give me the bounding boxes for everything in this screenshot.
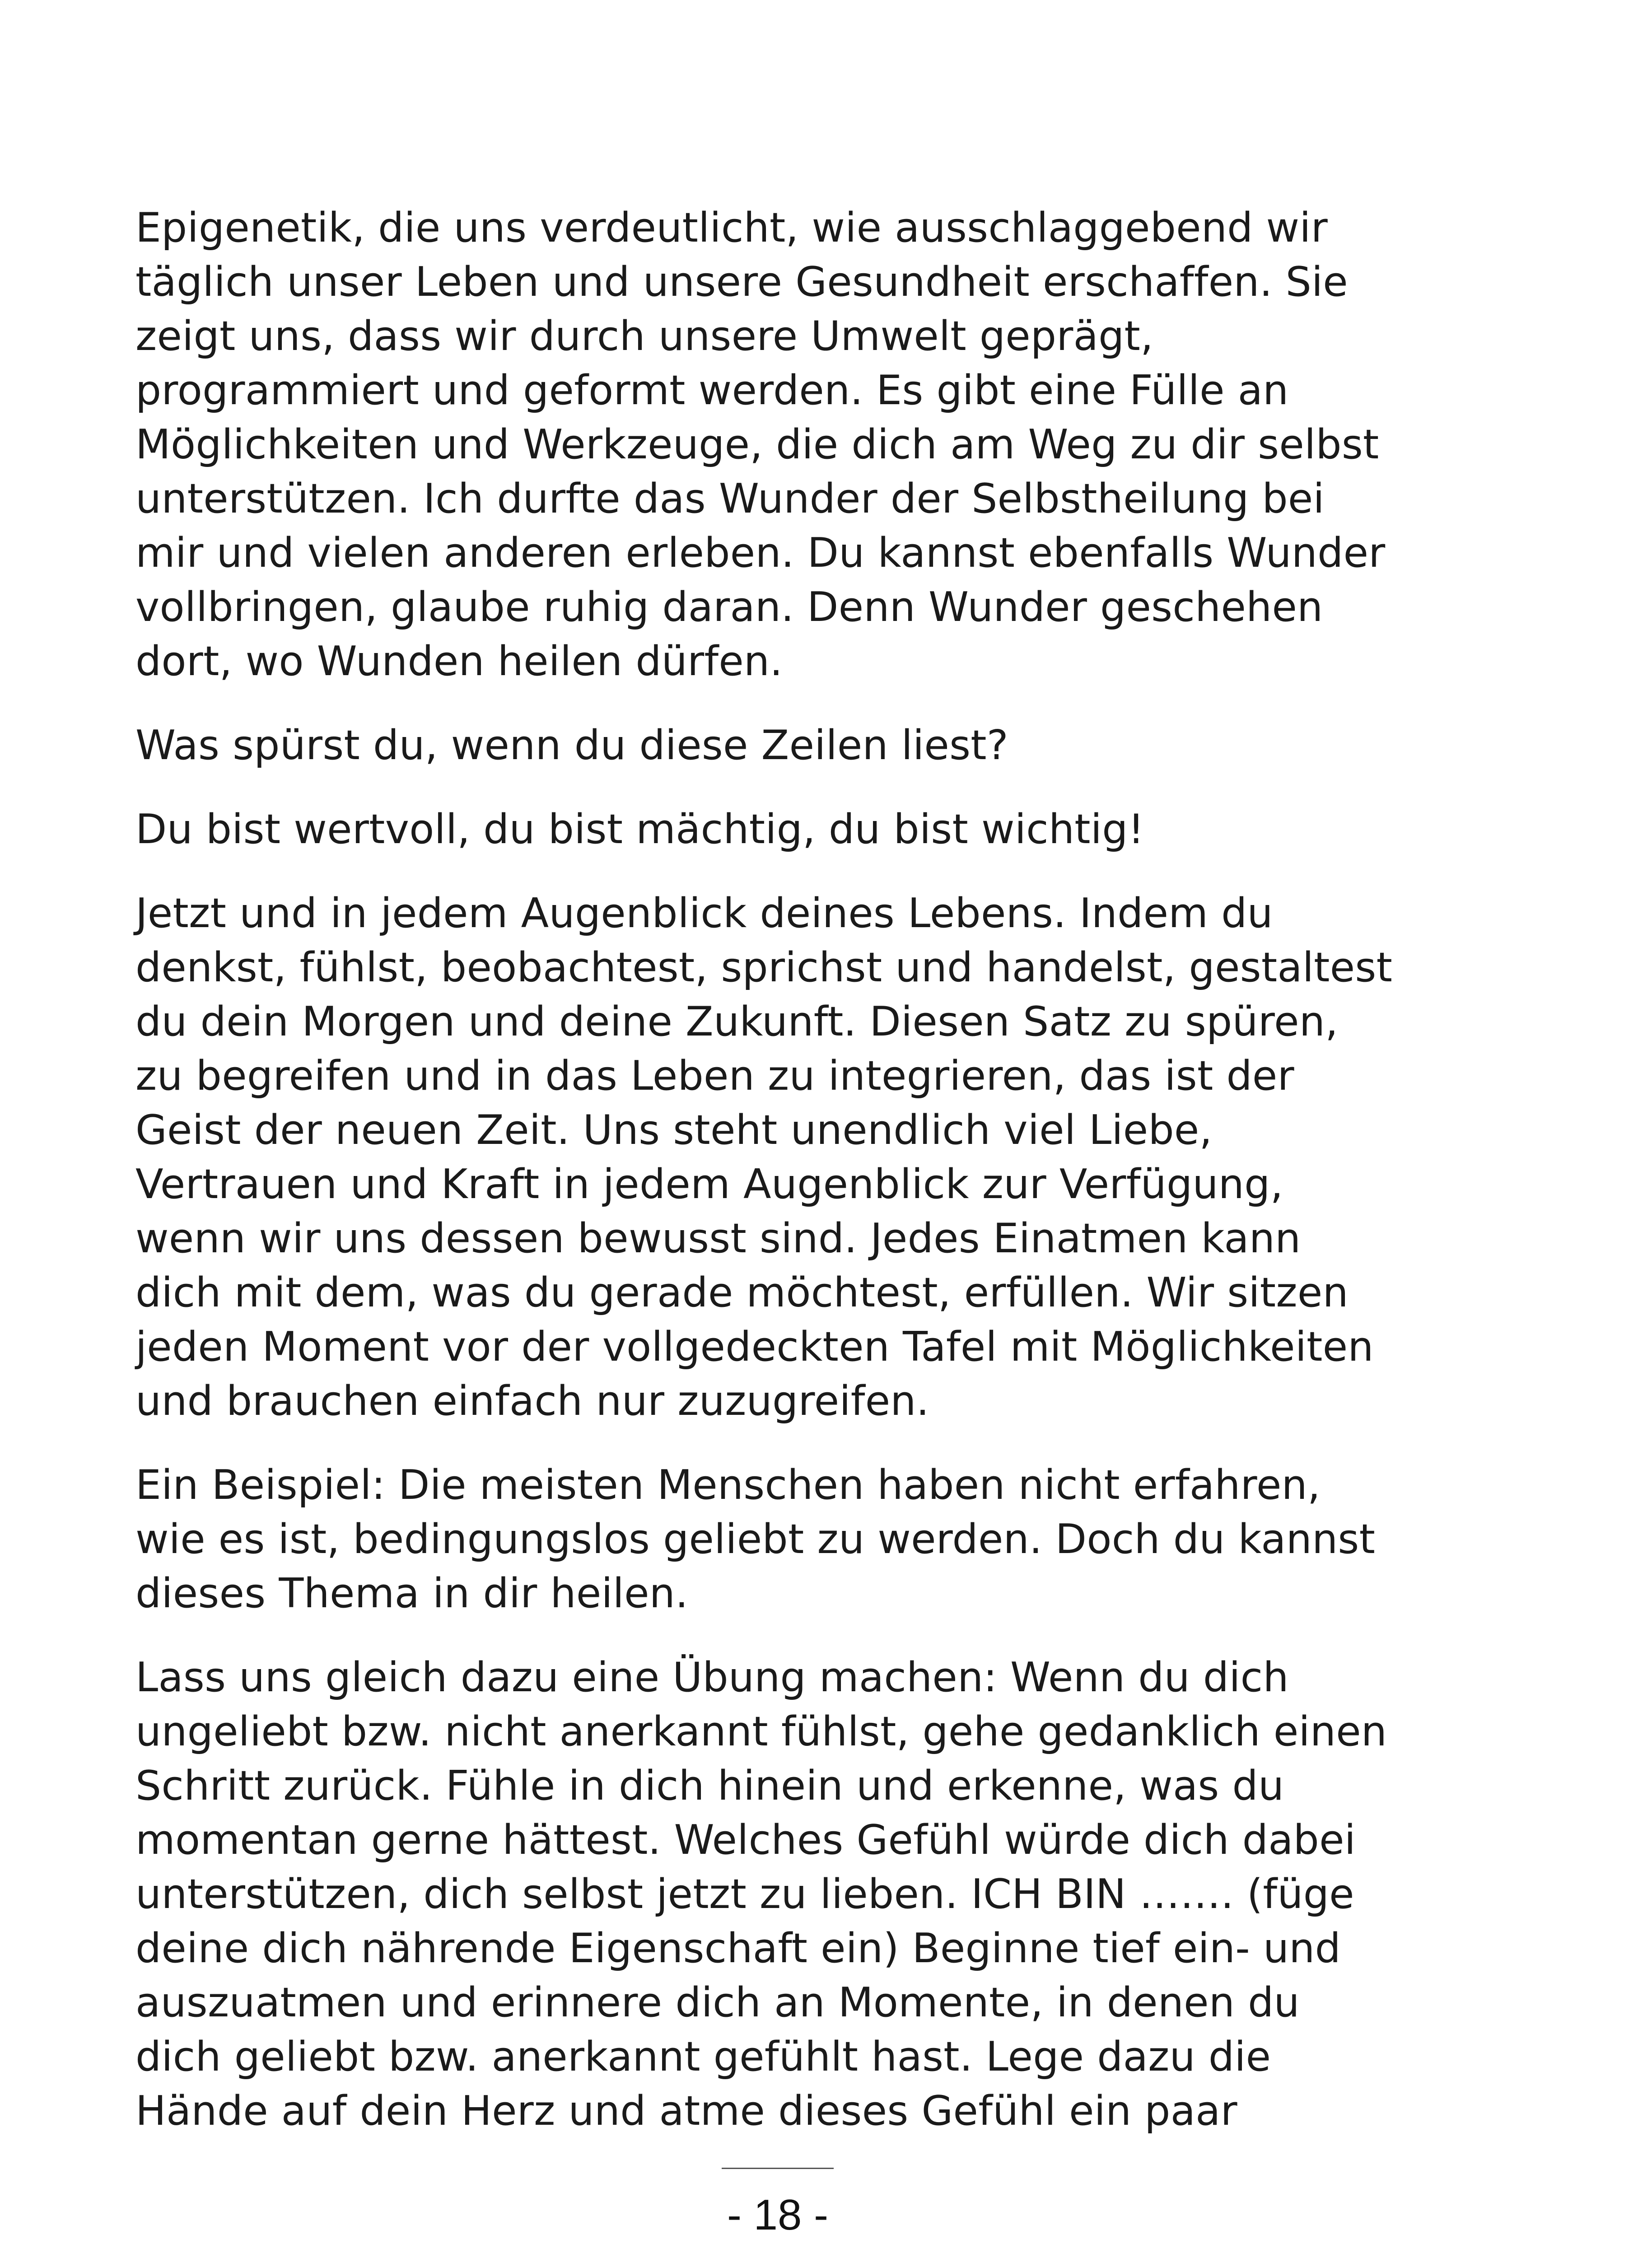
paragraph: Epigenetik, die uns verdeutlicht, wie ausschlaggebend wir täglich unser Leben und unsere Gesundheit erschaffen. Sie zeigt uns, dass wir durch unsere Umwelt geprägt, programmiert und geformt werden. Es gibt eine Fülle an Möglichkeiten und Werkzeuge, die dich am Weg zu dir selbst unterstützen. Ich durfte das Wunder der Selbstheilung bei mir und vielen anderen erleben. Du kannst ebenfalls Wunder vollbringen, glaube ruhig daran. Denn Wunder geschehen dort, wo Wunden heilen dürfen. (135, 204, 1386, 685)
footer-divider (722, 2168, 834, 2169)
paragraph: Jetzt und in jedem Augenblick deines Lebens. Indem du denkst, fühlst, beobachtest, sprichst und handelst, gestaltest du dein Morgen und deine Zukunft. Diesen Satz zu spüren, zu begreifen und in das Leben zu integrieren, das ist der Geist der neuen Zeit. Uns steht unendlich viel Liebe, Vertrauen und Kraft in jedem Augenblick zur Verfügung, wenn wir uns dessen bewusst sind. Jedes Einatmen kann dich mit dem, was du gerade möchtest, erfüllen. Wir sitzen jeden Moment vor der vollgedeckten Tafel mit Möglichkeiten und brauchen einfach nur zuzugreifen. (135, 890, 1393, 1425)
paragraph: Du bist wertvoll, du bist mächtig, du bist wichtig! (135, 806, 1145, 853)
paragraph: Lass uns gleich dazu eine Übung machen: Wenn du dich ungeliebt bzw. nicht anerkannt fühlst, gehe gedanklich einen Schritt zurück. Fühle in dich hinein und erkenne, was du momentan gerne hättest. Welches Gefühl würde dich dabei unterstützen, dich selbst jetzt zu lieben. ICH BIN ……. (füge deine dich nährende Eigenschaft ein) Beginne tief ein- und auszuatmen und erinnere dich an Momente, in denen du dich geliebt bzw. anerkannt gefühlt hast. Lege dazu die Hände auf dein Herz und atme dieses Gefühl ein paar (135, 1654, 1387, 2135)
paragraph: Was spürst du, wenn du diese Zeilen liest? (135, 722, 1008, 769)
paragraph: Ein Beispiel: Die meisten Menschen haben nicht erfahren, wie es ist, bedingungslos geliebt zu werden. Doch du kannst dieses Thema in dir heilen. (135, 1461, 1376, 1617)
body-text (135, 201, 1517, 2168)
page-number: - 18 - (727, 2191, 829, 2239)
